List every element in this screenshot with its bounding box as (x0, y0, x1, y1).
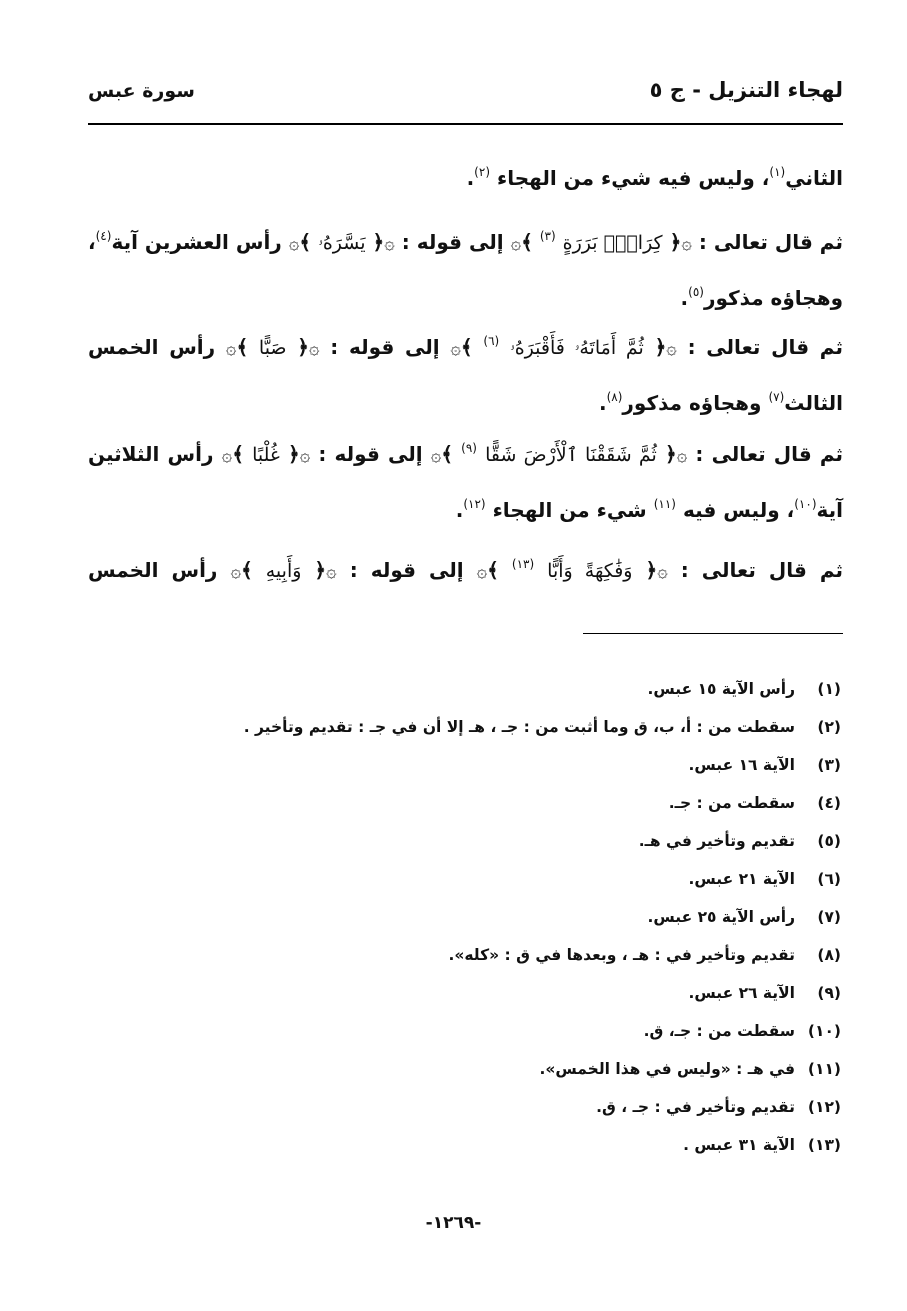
text-run: آية (111, 230, 138, 254)
text-run: وهجاؤه مذكور (622, 391, 762, 415)
footnotes-list (141, 670, 841, 1164)
paragraph-5 (88, 540, 843, 596)
quran-bracket: ﴿ (654, 335, 667, 359)
text-run: شيء من الهجاء (492, 498, 647, 522)
paragraph-2 (88, 212, 843, 322)
footnote-text: سقطت من : جـ، ق. (643, 1022, 795, 1040)
quran-verse: وَأَبِيهِ (265, 560, 302, 582)
quran-bracket: ﴾ (521, 230, 533, 254)
ornament-icon: ۞ (666, 338, 677, 359)
footnote-number: (١٠) (807, 1022, 841, 1040)
footnote-ref[interactable]: (٤) (95, 229, 112, 243)
text-run: . (598, 391, 607, 415)
quran-bracket: ﴿ (287, 442, 300, 466)
footnote-number: (٣) (817, 756, 841, 774)
footnote-ref[interactable]: (٦) (483, 334, 500, 348)
footnote-item (141, 746, 841, 784)
footnote-text: سقطت من : أ، ب، ق وما أثبت من : جـ ، هـ إلا أن في جـ : تقديم وتأخير . (243, 718, 795, 736)
text-run: الثالث (784, 391, 843, 415)
ornament-icon: ۞ (221, 445, 233, 466)
footnote-text: تقديم وتأخير في : هـ ، وبعدها في ق : «كله». (448, 946, 795, 964)
quran-verse: غُلْبًا (252, 444, 280, 466)
footnote-number: (٧) (817, 908, 841, 926)
footnote-number: (٦) (817, 870, 841, 888)
footnote-text: سقطت من : جـ. (668, 794, 795, 812)
paragraph-1 (88, 148, 843, 202)
ornament-icon: ۞ (309, 338, 320, 359)
footnote-ref[interactable]: (٣) (539, 229, 556, 243)
footnote-ref[interactable]: (٥) (688, 285, 704, 299)
quran-bracket: ﴿ (645, 558, 658, 582)
footnote-item (141, 670, 841, 708)
surah-title: سورة عبس (88, 80, 195, 102)
quran-bracket: ﴿ (314, 558, 327, 582)
quran-bracket: ﴾ (241, 558, 253, 582)
text-run: ثم قال تعالى : (687, 335, 843, 359)
footnote-item (141, 1050, 841, 1088)
quran-bracket: ﴾ (460, 335, 473, 359)
text-run: . (466, 166, 475, 190)
footnote-item (141, 1088, 841, 1126)
footnote-number: (٤) (817, 794, 841, 812)
text-run: ، وليس فيه شيء من الهجاء (496, 166, 770, 190)
footnote-item (141, 974, 841, 1012)
book-title: لهجاء التنزيل - ج ٥ (649, 78, 843, 102)
footnote-item (141, 1012, 841, 1050)
ornament-icon: ۞ (476, 561, 488, 582)
ornament-icon: ۞ (230, 561, 241, 582)
ornament-icon: ۞ (384, 233, 395, 254)
ornament-icon: ۞ (657, 561, 668, 582)
ornament-icon: ۞ (225, 338, 237, 359)
footnote-text: رأس الآية ٢٥ عبس. (647, 908, 795, 926)
footnote-text: الآية ٣١ عبس . (683, 1136, 795, 1154)
footnote-item (141, 784, 841, 822)
footnote-ref[interactable]: (١١) (653, 497, 676, 511)
quran-bracket: ﴾ (236, 335, 249, 359)
footnote-ref[interactable]: (١٢) (463, 497, 486, 511)
footnote-number: (٩) (817, 984, 841, 1002)
footnote-text: تقديم وتأخير في : جـ ، ق. (596, 1098, 795, 1116)
footnote-ref[interactable]: (٩) (461, 441, 477, 455)
footnote-number: (١) (817, 680, 841, 698)
text-run: رأس الخمس (88, 335, 216, 359)
quran-verse: كِرَامِۭ بَرَرَةٍ (562, 232, 663, 254)
text-run: إلى قوله : (318, 442, 423, 466)
ornament-icon: ۞ (326, 561, 337, 582)
ornament-icon: ۞ (430, 445, 442, 466)
paragraph-4 (88, 424, 843, 534)
quran-verse: ثُمَّ أَمَاتَهُۥ فَأَقْبَرَهُۥ (509, 337, 644, 359)
footnote-number: (٢) (817, 718, 841, 736)
footnote-ref[interactable]: (١) (769, 165, 786, 179)
footnote-number: (٥) (817, 832, 841, 850)
footnote-text: رأس الآية ١٥ عبس. (647, 680, 795, 698)
footnote-number: (٨) (817, 946, 841, 964)
footnote-item (141, 708, 841, 746)
footnote-text: في هـ : «وليس في هذا الخمس». (539, 1060, 795, 1078)
ornament-icon: ۞ (450, 338, 461, 359)
text-run: . (680, 286, 689, 310)
quran-bracket: ﴿ (372, 230, 385, 254)
quran-bracket: ﴾ (232, 442, 244, 466)
text-run: رأس العشرين (144, 230, 282, 254)
footnote-ref[interactable]: (٧) (768, 390, 785, 404)
ornament-icon: ۞ (676, 445, 688, 466)
footnote-item (141, 898, 841, 936)
footnote-text: الآية ٢٦ عبس. (688, 984, 795, 1002)
footnote-text: تقديم وتأخير في هـ. (638, 832, 795, 850)
text-run: إلى قوله : (349, 558, 464, 582)
footnote-divider (583, 633, 843, 634)
quran-verse: يَسَّرَهُۥ (318, 232, 366, 254)
quran-bracket: ﴾ (487, 558, 499, 582)
quran-bracket: ﴿ (669, 230, 682, 254)
text-run: إلى قوله : (330, 335, 440, 359)
quran-bracket: ﴾ (299, 230, 312, 254)
text-run: رأس الخمس (88, 558, 218, 582)
footnote-ref[interactable]: (١٠) (794, 497, 817, 511)
footnote-number: (١٣) (807, 1136, 841, 1154)
footnote-text: الآية ٢١ عبس. (688, 870, 795, 888)
text-run: ثم قال تعالى : (695, 442, 844, 466)
paragraph-3 (88, 317, 843, 427)
footnote-number: (١١) (807, 1060, 841, 1078)
quran-bracket: ﴿ (665, 442, 677, 466)
text-run: . (455, 498, 464, 522)
footnote-item (141, 822, 841, 860)
footnote-ref[interactable]: (٨) (606, 390, 623, 404)
footnote-item (141, 860, 841, 898)
footnote-item (141, 1126, 841, 1164)
text-run: ثم قال تعالى : (698, 230, 843, 254)
footnote-ref[interactable]: (١٣) (511, 557, 535, 571)
text-run: آية (816, 498, 843, 522)
footnote-number: (١٢) (807, 1098, 841, 1116)
footnote-text: الآية ١٦ عبس. (688, 756, 795, 774)
page-number: -١٢٦٩- (425, 1213, 482, 1233)
ornament-icon: ۞ (510, 233, 522, 254)
ornament-icon: ۞ (681, 233, 692, 254)
text-run: ثم قال تعالى : (680, 558, 844, 582)
quran-bracket: ﴾ (441, 442, 453, 466)
quran-verse: صَبًّا (258, 337, 287, 359)
text-run: ، وهجاؤه مذكور (88, 230, 843, 310)
running-header (88, 78, 843, 118)
ornament-icon: ۞ (288, 233, 300, 254)
footnote-ref[interactable]: (٢) (474, 165, 490, 179)
quran-verse: وَفَٰكِهَةً وَأَبًّا (547, 560, 633, 582)
ornament-icon: ۞ (299, 445, 311, 466)
quran-verse: ثُمَّ شَقَقْنَا ٱلْأَرْضَ شَقًّا (485, 444, 657, 466)
text-run: إلى قوله : (401, 230, 504, 254)
header-divider (88, 123, 843, 125)
text-run: رأس الثلاثين (88, 442, 214, 466)
text-run: ، وليس فيه (682, 498, 795, 522)
footnote-item (141, 936, 841, 974)
quran-bracket: ﴿ (297, 335, 310, 359)
text-run: الثاني (785, 166, 843, 190)
